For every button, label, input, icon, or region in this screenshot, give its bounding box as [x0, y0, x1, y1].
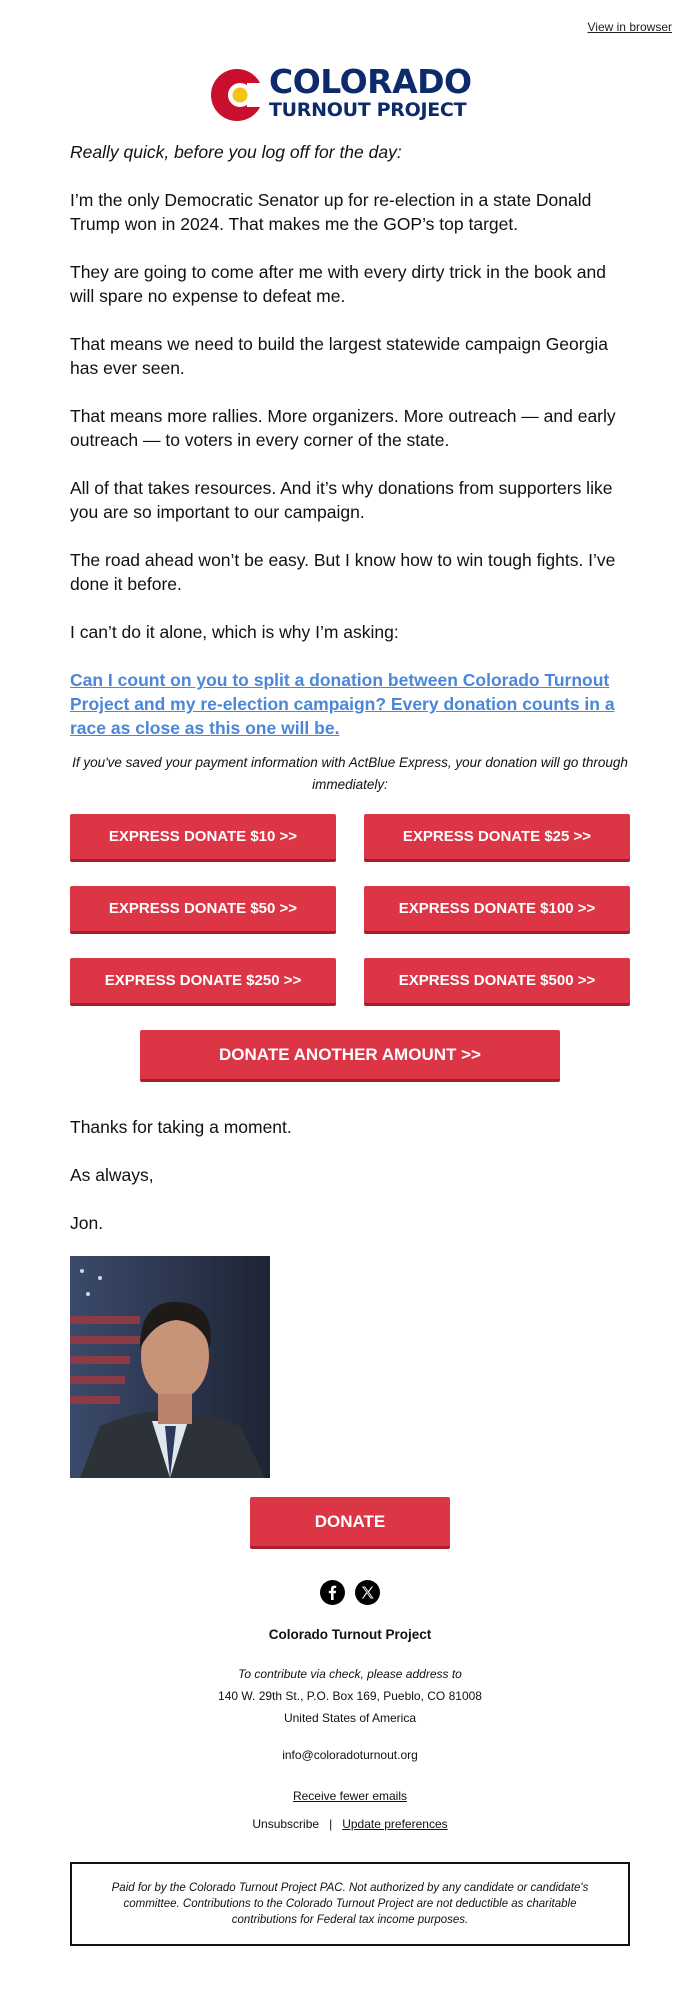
update-preferences-link[interactable]: Update preferences: [342, 1817, 448, 1831]
body-paragraph: All of that takes resources. And it’s why donations from supporters like you are so important to our campaign.: [70, 478, 613, 522]
body-paragraph: They are going to come after me with every dirty trick in the book and will spare no expense to defeat me.: [70, 262, 606, 306]
logo-text-turnout-project: TURNOUT PROJECT: [269, 99, 467, 121]
facebook-icon[interactable]: [320, 1580, 345, 1605]
colorado-turnout-logo[interactable]: [209, 62, 494, 124]
express-donate-100-button[interactable]: EXPRESS DONATE $100 >>: [364, 886, 630, 934]
donate-button[interactable]: DONATE: [250, 1497, 450, 1549]
colorado-c-icon: [209, 66, 265, 124]
body-paragraph: The road ahead won’t be easy. But I know how to win tough fights. I’ve done it before.: [70, 550, 616, 594]
senator-photo: [70, 1256, 270, 1478]
express-donate-500-button[interactable]: EXPRESS DONATE $500 >>: [364, 958, 630, 1006]
footer-email[interactable]: info@coloradoturnout.org: [282, 1748, 418, 1762]
donation-ask-link[interactable]: Can I count on you to split a donation between Colorado Turnout Project and my re-election campaign? Every donation counts in a race as close as this one will be.: [70, 670, 615, 738]
closing-line: As always,: [70, 1165, 154, 1185]
body-paragraph: I’m the only Democratic Senator up for re-election in a state Donald Trump won in 2024. That makes me the GOP’s top target.: [70, 190, 592, 234]
disclaimer-text: Paid for by the Colorado Turnout Project PAC. Not authorized by any candidate or candidate's committee. Contributions to the Colorado Turnout Project are not deductible as charitable contributions for Federal tax income purposes.: [111, 1882, 589, 1926]
body-paragraph: I can’t do it alone, which is why I’m asking:: [70, 622, 399, 642]
receive-fewer-emails-link[interactable]: Receive fewer emails: [292, 1789, 408, 1803]
closing-line: Thanks for taking a moment.: [70, 1117, 292, 1137]
footer-separator: |: [329, 1817, 333, 1831]
signoff: [70, 1115, 630, 1259]
disclaimer-box: [70, 1862, 630, 1946]
donate-another-amount-button[interactable]: DONATE ANOTHER AMOUNT >>: [140, 1030, 560, 1082]
express-donate-250-button[interactable]: EXPRESS DONATE $250 >>: [70, 958, 336, 1006]
body-paragraph: That means we need to build the largest statewide campaign Georgia has ever seen.: [70, 334, 608, 378]
footer-country: United States of America: [283, 1711, 417, 1725]
intro-paragraph: Really quick, before you log off for the day:: [70, 142, 402, 162]
message-body: [70, 140, 630, 1064]
footer-address: 140 W. 29th St., P.O. Box 169, Pueblo, CO 81008: [218, 1689, 482, 1703]
express-donate-10-button[interactable]: EXPRESS DONATE $10 >>: [70, 814, 336, 862]
actblue-express-note: If you've saved your payment information with ActBlue Express, your donation will go through immediately:: [72, 755, 628, 792]
body-paragraph: That means more rallies. More organizers. More outreach — and early outreach — to voters in every corner of the state.: [70, 406, 616, 450]
express-donate-50-button[interactable]: EXPRESS DONATE $50 >>: [70, 886, 336, 934]
express-donate-grid: [70, 814, 630, 1064]
social-links: [320, 1580, 382, 1606]
view-in-browser-link[interactable]: View in browser: [587, 20, 672, 34]
express-donate-25-button[interactable]: EXPRESS DONATE $25 >>: [364, 814, 630, 862]
logo-text-colorado: COLORADO: [269, 62, 472, 101]
footer-check-note: To contribute via check, please address to: [238, 1667, 462, 1681]
footer-org-name: Colorado Turnout Project: [268, 1627, 432, 1642]
signature-name: Jon.: [70, 1213, 104, 1233]
footer-preferences: [0, 1817, 700, 1831]
x-icon[interactable]: [355, 1580, 380, 1605]
unsubscribe-link[interactable]: Unsubscribe: [252, 1817, 320, 1831]
